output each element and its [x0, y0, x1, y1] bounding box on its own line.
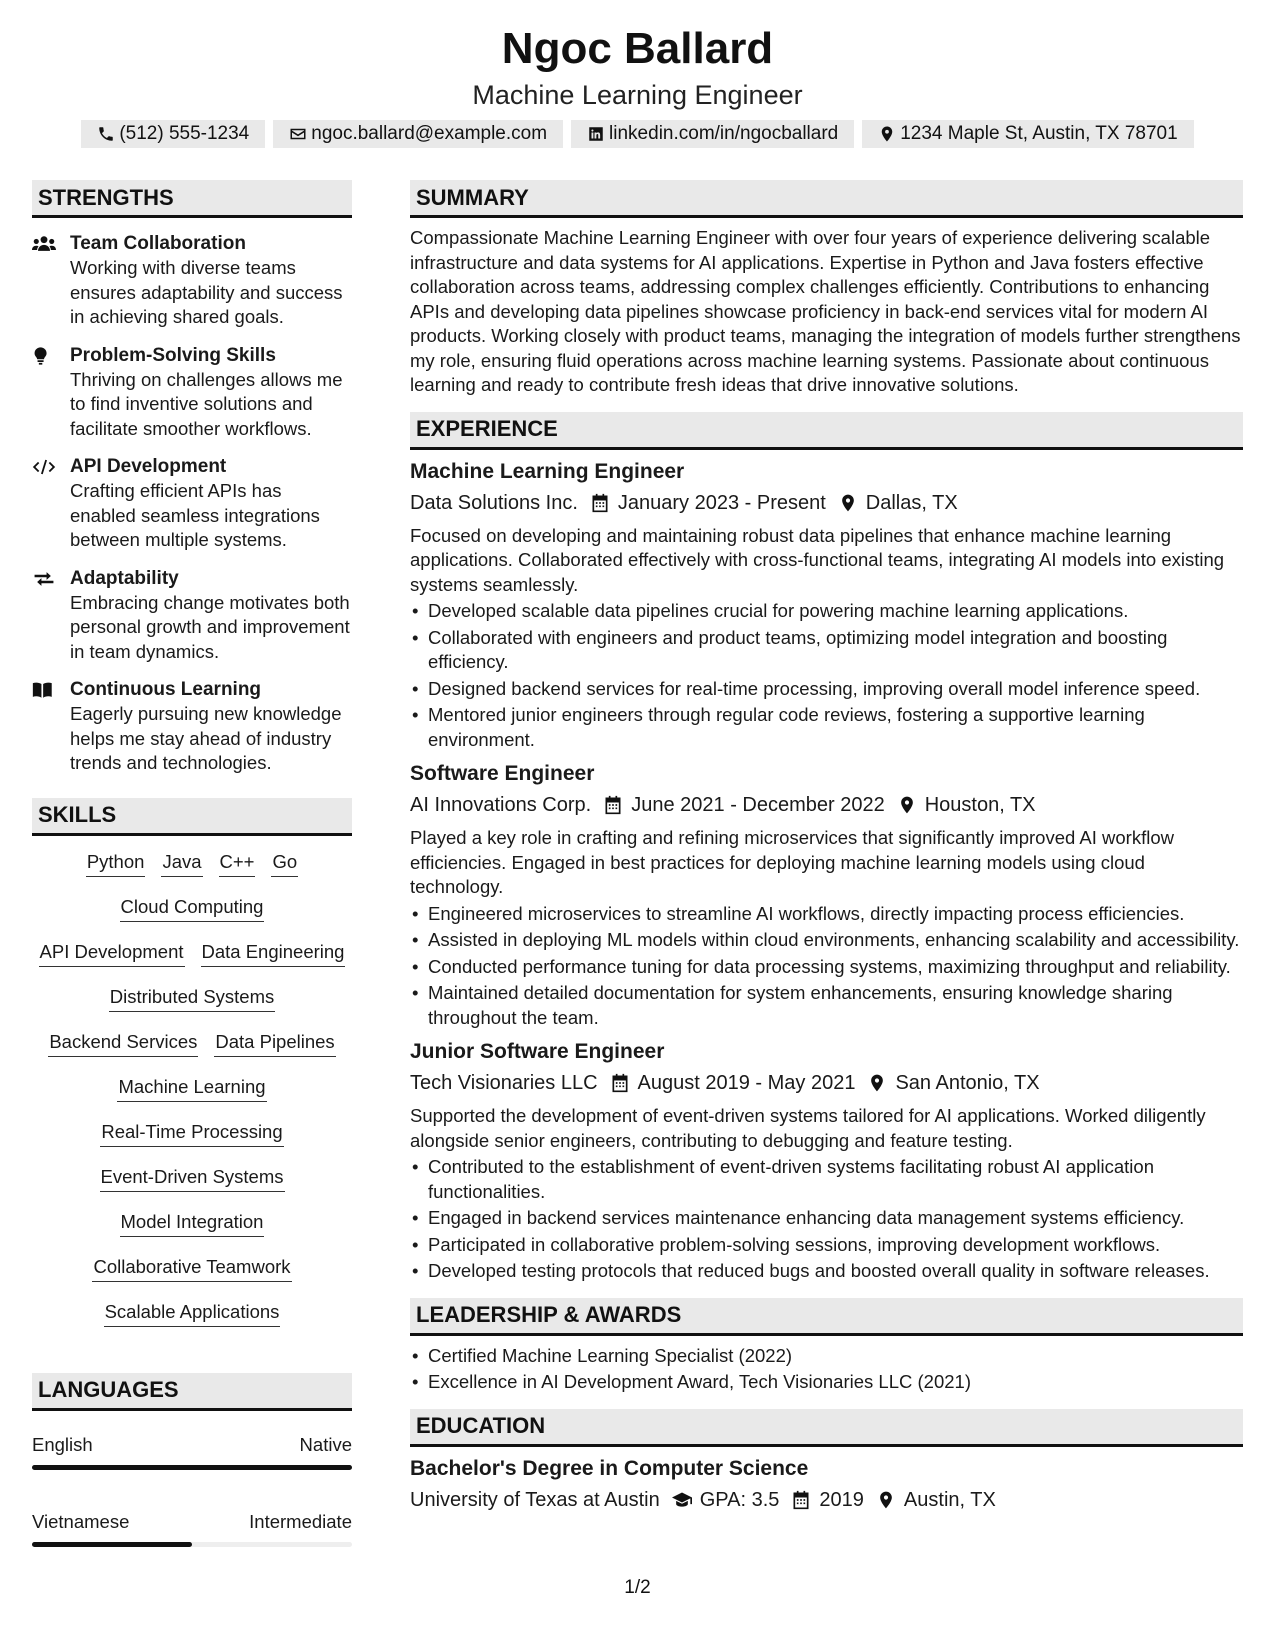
- job-title: Junior Software Engineer: [410, 1040, 665, 1063]
- bullet-item: • Developed testing protocols that reduced bugs and boosted overall quality in software releases.: [410, 1259, 1243, 1284]
- contact-linkedin[interactable]: [571, 120, 854, 148]
- resume-header: [0, 22, 1275, 148]
- skill-tag: Scalable Applications: [104, 1300, 281, 1327]
- strength-item: [32, 678, 352, 776]
- language-item: [32, 1433, 352, 1457]
- skill-tag: Python: [86, 850, 146, 877]
- strength-title: Continuous Learning: [70, 679, 262, 700]
- skill-tag: Machine Learning: [117, 1075, 266, 1102]
- strength-text: Eagerly pursuing new knowledge helps me stay ahead of industry trends and technologies.: [70, 703, 342, 773]
- skills-heading: SKILLS: [32, 798, 352, 836]
- bullet-item: • Collaborated with engineers and product teams, optimizing model integration and boosting efficiency.: [410, 626, 1243, 675]
- job-bullets: [410, 1155, 1243, 1284]
- envelope-icon: [289, 125, 307, 143]
- candidate-title: Machine Learning Engineer: [472, 80, 803, 110]
- map-pin-icon: [897, 795, 917, 815]
- strength-text: Embracing change motivates both personal growth and improvement in team dynamics.: [70, 591, 350, 662]
- calendar-icon: [590, 493, 610, 513]
- linkedin-icon: [587, 125, 605, 143]
- skill-tag: API Development: [39, 940, 185, 967]
- book-icon: [32, 680, 56, 700]
- skills-list: [32, 850, 352, 1345]
- skill-tag: Cloud Computing: [120, 895, 265, 922]
- language-level: Intermediate: [249, 1510, 352, 1532]
- skill-tag: Java: [161, 850, 202, 877]
- awards-heading: LEADERSHIP & AWARDS: [410, 1298, 1243, 1336]
- proficiency-fill: [32, 1465, 352, 1470]
- award-item: • Excellence in AI Development Award, Tech Visionaries LLC (2021): [410, 1370, 1243, 1395]
- job-entry: [410, 458, 1243, 753]
- bullet-item: • Engineered microservices to streamline AI workflows, directly impacting process efficiencies.: [410, 902, 1243, 927]
- degree-title: Bachelor's Degree in Computer Science: [410, 1456, 809, 1480]
- job-entry: [410, 1038, 1243, 1284]
- proficiency-fill: [32, 1542, 192, 1547]
- graduation-cap-icon: [672, 1490, 692, 1510]
- strength-item: [32, 455, 352, 553]
- skill-tag: Go: [271, 850, 298, 877]
- job-company: Tech Visionaries LLC: [410, 1072, 598, 1094]
- bullet-item: • Contributed to the establishment of event-driven systems facilitating robust AI application functionalities.: [410, 1155, 1243, 1204]
- experience-heading: EXPERIENCE: [410, 412, 1243, 450]
- language-proficiency-bar: [32, 1465, 352, 1470]
- bullet-item: • Participated in collaborative problem-solving sessions, improving development workflows.: [410, 1233, 1243, 1258]
- summary-heading: SUMMARY: [410, 180, 1243, 218]
- skill-tag: Event-Driven Systems: [100, 1165, 285, 1192]
- gpa: GPA: 3.5: [699, 1488, 780, 1511]
- strength-title: Adaptability: [70, 567, 179, 589]
- strength-text: Working with diverse teams ensures adaptability and success in achieving shared goals.: [70, 257, 343, 327]
- skill-tag: Distributed Systems: [109, 985, 276, 1012]
- job-title: Software Engineer: [410, 762, 595, 785]
- language-item: [32, 1510, 352, 1534]
- map-pin-icon: [838, 493, 858, 513]
- bullet-item: • Mentored junior engineers through regular code reviews, fostering a supportive learning environment.: [410, 703, 1243, 752]
- calendar-icon: [603, 795, 623, 815]
- strength-item: [32, 232, 352, 330]
- awards-list: [410, 1344, 1243, 1395]
- job-title: Machine Learning Engineer: [410, 459, 685, 483]
- skill-tag: Collaborative Teamwork: [92, 1255, 291, 1282]
- bullet-item: • Conducted performance tuning for data processing systems, maximizing throughput and reliability.: [410, 955, 1243, 980]
- calendar-icon: [610, 1073, 630, 1093]
- bullet-item: • Engaged in backend services maintenance enhancing data management systems efficiency.: [410, 1206, 1243, 1231]
- job-company: Data Solutions Inc.: [410, 491, 578, 514]
- skill-tag: Data Pipelines: [214, 1030, 335, 1057]
- language-level: Native: [299, 1433, 352, 1455]
- languages-list: [32, 1433, 352, 1547]
- skill-tag: Model Integration: [120, 1210, 265, 1237]
- lightbulb-icon: [32, 346, 56, 366]
- job-location: Houston, TX: [924, 794, 1036, 816]
- strength-item: [32, 344, 352, 442]
- strength-title: Team Collaboration: [70, 233, 246, 254]
- strength-title: API Development: [70, 456, 227, 477]
- strength-title: Problem-Solving Skills: [70, 344, 276, 366]
- right-column: [410, 180, 1243, 1515]
- exchange-icon: [32, 569, 56, 589]
- code-icon: [32, 457, 56, 477]
- language-proficiency-bar: [32, 1542, 352, 1547]
- job-location: Dallas, TX: [865, 491, 958, 514]
- job-meta: [410, 790, 1243, 820]
- contact-address[interactable]: [862, 120, 1193, 148]
- contact-bar: [0, 120, 1275, 148]
- email-text: ngoc.ballard@example.com: [311, 123, 548, 144]
- users-icon: [32, 234, 56, 254]
- summary-text: Compassionate Machine Learning Engineer with over four years of experience delivering scalable infrastructure and data systems for AI applications. Expertise in Python and Java fosters effective collaboration across teams, addressing complex challenges efficiently. Contributions to enhancing APIs and developing data pipelines showcase proficiency in back-end services vital for modern AI products. Working closely with product teams, managing the integration of models further strengthens my role, ensuring fluid operations across machine learning systems. Passionate about continuous learning and ready to contribute fresh ideas that drive innovative solutions.: [410, 227, 1241, 395]
- skill-tag: Data Engineering: [201, 940, 346, 967]
- job-dates: August 2019 - May 2021: [637, 1072, 856, 1094]
- job-description: Focused on developing and maintaining robust data pipelines that enhance machine learning applications. Collaborated effectively with cross-functional teams, integrating AI models into existing systems seamlessly.: [410, 524, 1225, 595]
- skill-tag: Backend Services: [48, 1030, 198, 1057]
- job-bullets: [410, 599, 1243, 752]
- job-dates: June 2021 - December 2022: [631, 794, 885, 816]
- job-meta: [410, 1068, 1243, 1098]
- contact-email[interactable]: [273, 120, 563, 148]
- education-meta: [410, 1485, 1243, 1515]
- graduation-year: 2019: [819, 1488, 864, 1511]
- job-dates: January 2023 - Present: [617, 491, 826, 514]
- map-pin-icon: [867, 1073, 887, 1093]
- bullet-item: • Designed backend services for real-time processing, improving overall model inference speed.: [410, 677, 1243, 702]
- school-name: University of Texas at Austin: [410, 1488, 660, 1511]
- job-location: San Antonio, TX: [895, 1072, 1040, 1094]
- bullet-item: • Maintained detailed documentation for system enhancements, ensuring knowledge sharing throughout the team.: [410, 981, 1243, 1030]
- job-description: Played a key role in crafting and refining microservices that significantly improved AI workflow efficiencies. Engaged in best practices for deploying machine learning models using cloud technology.: [410, 827, 1174, 897]
- linkedin-text: linkedin.com/in/ngocballard: [609, 123, 839, 144]
- languages-heading: LANGUAGES: [32, 1373, 352, 1411]
- education-heading: EDUCATION: [410, 1409, 1243, 1447]
- left-column: [32, 180, 352, 1587]
- school-location: Austin, TX: [903, 1488, 996, 1511]
- bullet-item: • Developed scalable data pipelines crucial for powering machine learning applications.: [410, 599, 1243, 624]
- candidate-name: Ngoc Ballard: [501, 24, 774, 73]
- strength-text: Thriving on challenges allows me to find inventive solutions and facilitate smoother workflows.: [70, 368, 343, 439]
- job-meta: [410, 488, 1243, 518]
- job-company: AI Innovations Corp.: [410, 794, 592, 816]
- strength-item: [32, 567, 352, 665]
- address-text: 1234 Maple St, Austin, TX 78701: [900, 123, 1178, 144]
- strengths-heading: STRENGTHS: [32, 180, 352, 218]
- page-number: 1/2: [624, 1577, 651, 1598]
- skill-tag: C++: [219, 850, 256, 877]
- job-entry: [410, 760, 1243, 1030]
- map-pin-icon: [878, 125, 896, 143]
- language-name: Vietnamese: [32, 1510, 130, 1532]
- strength-text: Crafting efficient APIs has enabled seamless integrations between multiple systems.: [70, 480, 320, 550]
- phone-text: (512) 555-1234: [119, 123, 250, 144]
- skill-tag: Real-Time Processing: [100, 1120, 283, 1147]
- job-bullets: [410, 902, 1243, 1031]
- language-name: English: [32, 1433, 93, 1455]
- phone-icon: [97, 125, 115, 143]
- calendar-icon: [791, 1490, 811, 1510]
- map-pin-icon: [876, 1490, 896, 1510]
- job-description: Supported the development of event-driven systems tailored for AI applications. Worked diligently alongside senior engineers, contributing to debugging and feature testing.: [410, 1105, 1206, 1151]
- award-item: • Certified Machine Learning Specialist (2022): [410, 1344, 1243, 1369]
- bullet-item: • Assisted in deploying ML models within cloud environments, enhancing scalability and accessibility.: [410, 928, 1243, 953]
- contact-phone[interactable]: [81, 120, 265, 148]
